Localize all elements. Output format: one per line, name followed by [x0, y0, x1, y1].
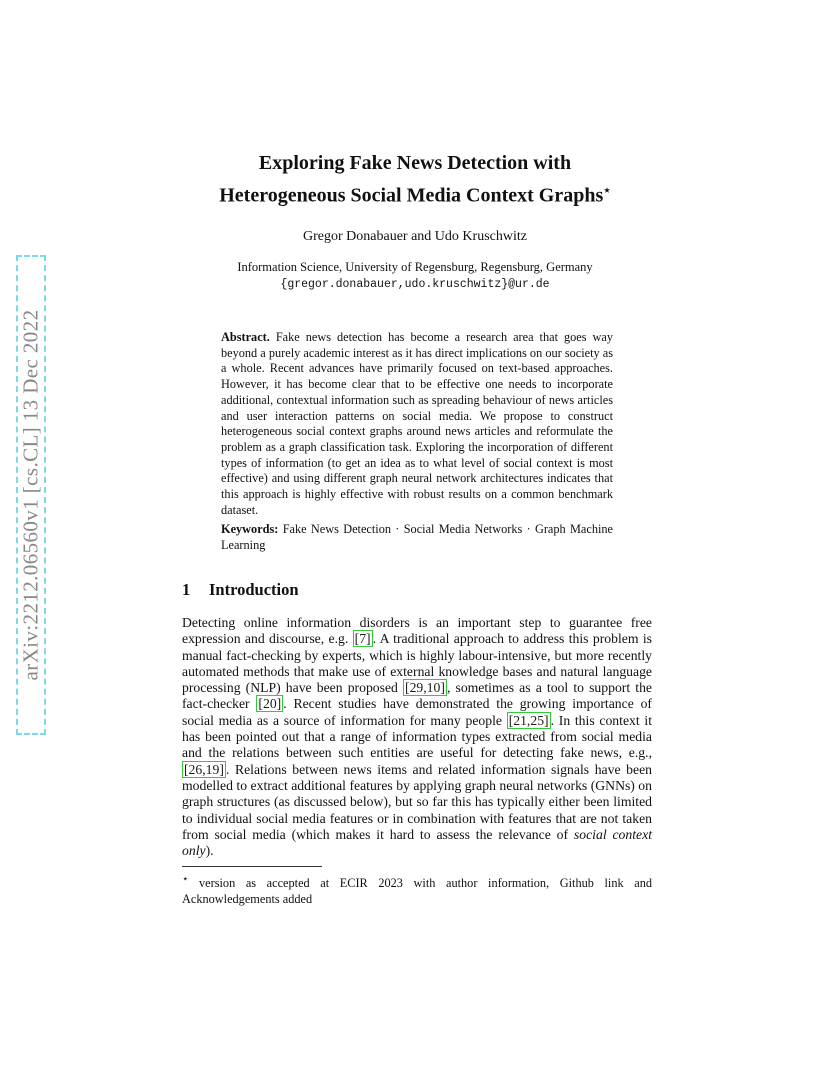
citation-7[interactable]: [7]: [354, 631, 371, 647]
title-line-1: Exploring Fake News Detection with: [258, 152, 572, 174]
paper-title: [160, 150, 670, 210]
footnote-mark: ⋆: [182, 874, 189, 885]
citation-link[interactable]: [353, 630, 373, 647]
section-title: Introduction: [209, 580, 299, 599]
citation-26-19[interactable]: [26,19]: [184, 761, 224, 777]
arxiv-stamp: [8, 255, 54, 735]
intro-text: . Relations between news items and related information signals have been modelled to extract additional features by applying graph neural networks (GNNs) on graph structures (as discussed below), but so far this has typically either been limited to individual social media features or in combination with features that are not taken from social media (which makes it hard to assess the relevance of: [182, 761, 652, 842]
abstract-text: Fake news detection has become a research area that goes way beyond a purely academic interest as it has direct implications on our society as a whole. Recent advances have primarily focused on text-based approaches. However, it has become clear that to be effective one needs to incorporate additional, contextual information such as spreading behaviour of news articles and user interaction patterns on social media. We propose to construct heterogeneous social context graphs around news articles and reformulate the problem as a graph classification task. Exploring the incorporation of different types of information (to get an idea as to what level of social context is most effective) and using different graph neural network architectures indicates that this approach is highly effective with robust results on a common benchmark dataset.: [221, 330, 613, 517]
citation-29-10[interactable]: [29,10]: [405, 680, 445, 696]
keywords: [221, 522, 613, 553]
footnote-text: version as accepted at ECIR 2023 with author information, Github link and Acknowledgements added: [182, 876, 652, 906]
intro-text: ).: [205, 843, 214, 859]
abstract: [221, 330, 613, 518]
intro-text: Detecting online information disorders is an important step to guarantee free expression and discourse, e.g.: [182, 615, 652, 647]
citation-link[interactable]: [182, 761, 226, 778]
section-number: 1: [182, 580, 191, 599]
abstract-label: Abstract.: [221, 330, 270, 344]
title-footnote-mark: ⋆: [603, 183, 611, 197]
intro-emphasis: social context only: [182, 826, 653, 859]
author-email: {gregor.donabauer,udo.kruschwitz}@ur.de: [280, 278, 550, 291]
citation-link[interactable]: [403, 679, 447, 696]
keywords-text: Fake News Detection · Social Media Networks · Graph Machine Learning: [221, 522, 614, 552]
introduction-paragraph: [182, 615, 652, 859]
citation-link[interactable]: [256, 695, 283, 712]
intro-text: . In this context it has been pointed out that a range of information types extracted from social media and the relations between such entities are useful for detecting fake news, e.g.,: [182, 712, 652, 761]
intro-text: . A traditional approach to address this problem is manual fact-checking by experts, which is highly labour-intensive, but more recently automated methods that make use of external knowledge bases and natural language processing (NLP) have been proposed: [182, 631, 652, 696]
citation-20[interactable]: [20]: [258, 696, 282, 712]
footnote-rule: [182, 866, 322, 867]
citation-21-25[interactable]: [21,25]: [508, 712, 549, 728]
intro-text: . Recent studies have demonstrated the growing importance of social media as a source of information for many people: [182, 696, 652, 728]
arxiv-identifier: arXiv:2212.06560v1 [cs.CL] 13 Dec 2022: [18, 309, 43, 681]
keywords-label: Keywords:: [221, 522, 279, 536]
intro-text: , sometimes as a tool to support the fact-checker: [182, 680, 652, 712]
title-line-2: Heterogeneous Social Media Context Graphs: [219, 184, 604, 207]
affiliation-block: [160, 259, 670, 293]
footnote: [182, 872, 652, 907]
section-heading: [182, 580, 299, 600]
affiliation: Information Science, University of Regensburg, Regensburg, Germany: [237, 260, 593, 274]
citation-link[interactable]: [507, 712, 551, 729]
author-list: Gregor Donabauer and Udo Kruschwitz: [303, 229, 527, 244]
